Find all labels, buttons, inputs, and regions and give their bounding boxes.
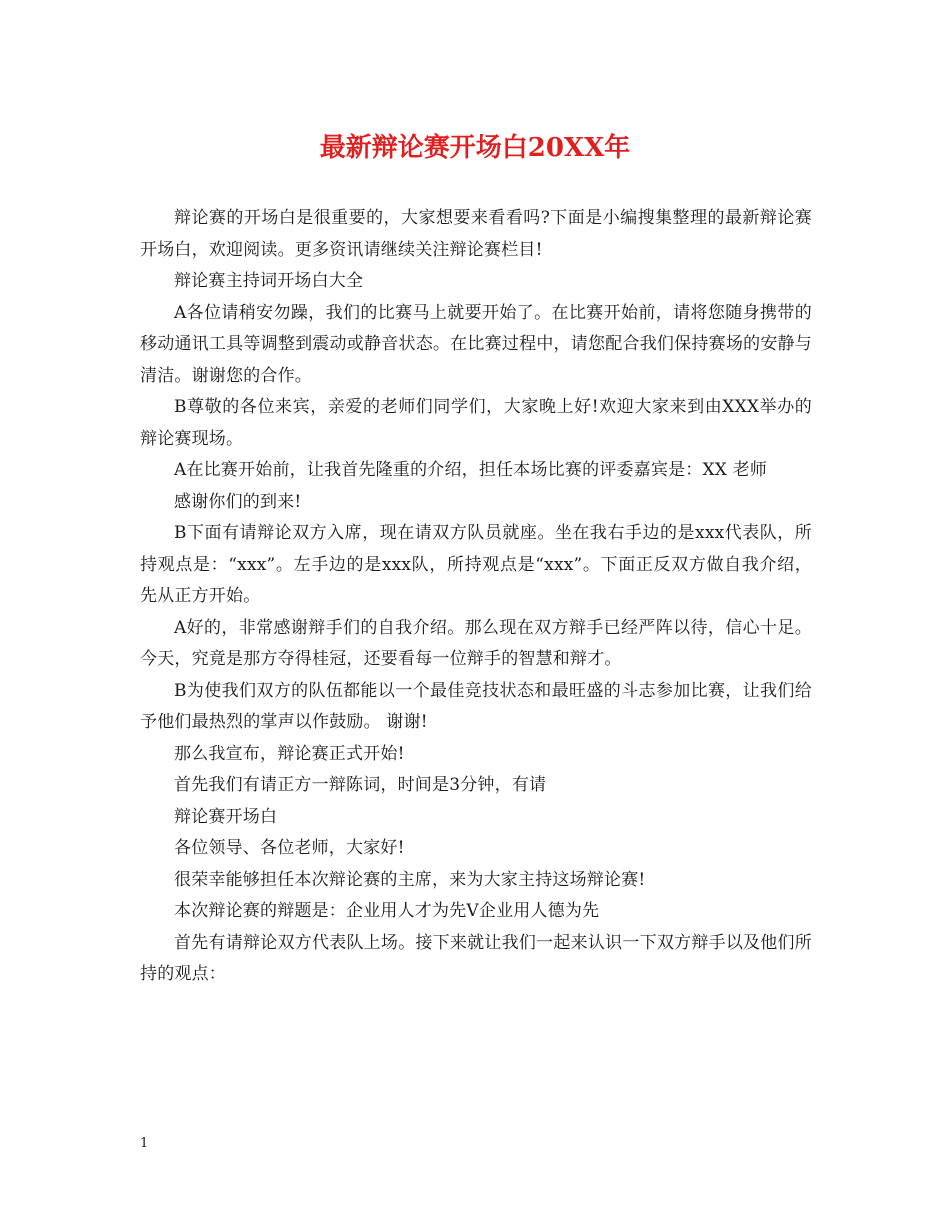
paragraph: A在比赛开始前，让我首先隆重的介绍，担任本场比赛的评委嘉宾是：XX 老师 bbox=[174, 460, 768, 480]
paragraph: 很荣幸能够担任本次辩论赛的主席，来为大家主持这场辩论赛! bbox=[174, 869, 646, 890]
document-title: 最新辩论赛开场白20XX年 bbox=[319, 133, 631, 163]
page-number: 1 bbox=[140, 1136, 149, 1151]
paragraph: 那么我宣布，辩论赛正式开始! bbox=[174, 743, 405, 764]
paragraph: 辩论赛的开场白是很重要的，大家想要来看看吗?下面是小编搜集整理的最新辩论赛开场白，欢迎阅读。更多资讯请继续关注辩论赛栏目! bbox=[140, 208, 812, 260]
paragraph: A各位请稍安勿躁，我们的比赛马上就要开始了。在比赛开始前，请将您随身携带的移动通讯工具等调整到震动或静音状态。在比赛过程中，请您配合我们保持赛场的安静与清洁。谢谢您的合作。 bbox=[140, 302, 812, 386]
paragraph: 辩论赛开场白 bbox=[174, 806, 278, 827]
paragraph: B为使我们双方的队伍都能以一个最佳竞技状态和最旺盛的斗志参加比赛，让我们给予他们最热烈的掌声以作鼓励。 谢谢! bbox=[140, 680, 812, 732]
paragraph: B尊敬的各位来宾，亲爱的老师们同学们，大家晚上好!欢迎大家来到由XXX举办的辩论赛现场。 bbox=[140, 397, 812, 449]
paragraph: 感谢你们的到来! bbox=[174, 491, 302, 512]
paragraph: 各位领导、各位老师，大家好! bbox=[174, 838, 405, 858]
paragraph: 首先我们有请正方一辩陈词，时间是3分钟，有请 bbox=[174, 775, 547, 795]
paragraph: A好的，非常感谢辩手们的自我介绍。那么现在双方辩手已经严阵以待，信心十足。今天，究竟是那方夺得桂冠，还要看每一位辩手的智慧和辩才。 bbox=[140, 617, 812, 669]
paragraph: 辩论赛主持词开场白大全 bbox=[174, 271, 364, 291]
paragraph: B下面有请辩论双方入席，现在请双方队员就座。坐在我右手边的是xxx代表队，所持观点是：“xxx”。左手边的是xxx队，所持观点是“xxx”。下面正反双方做自我介绍，先从正方开始。 bbox=[140, 523, 812, 606]
document-body bbox=[140, 203, 812, 991]
paragraph: 首先有请辩论双方代表队上场。接下来就让我们一起来认识一下双方辩手以及他们所持的观点： bbox=[140, 932, 812, 984]
paragraph: 本次辩论赛的辩题是：企业用人才为先V企业用人德为先 bbox=[174, 901, 600, 921]
